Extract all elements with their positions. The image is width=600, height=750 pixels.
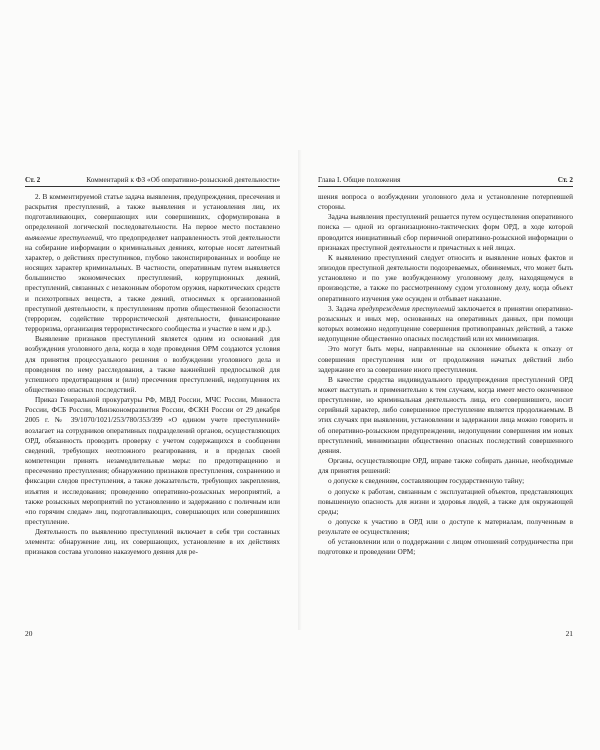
emphasized-term: предупреждения преступлений	[358, 304, 456, 313]
left-page	[25, 176, 281, 638]
left-running-title: Комментарий к ФЗ «Об оперативно-розыскной деятельности»	[86, 176, 280, 184]
right-running-title: Глава I. Общие положения	[318, 176, 401, 184]
text-run: 3. Задача	[328, 304, 359, 313]
paragraph	[25, 527, 280, 557]
paragraph	[25, 334, 280, 395]
book-gutter	[298, 150, 302, 630]
paragraph	[318, 304, 573, 345]
right-running-head	[318, 176, 573, 187]
text-run: о допуске к работам, связанным с эксплуатацией объектов, представляющих повышенную опасность для жизни и здоровья людей, а также для окружающей среды;	[318, 487, 573, 516]
text-run: о допуске к участию в ОРД или о доступе к материалам, полученным в результате ее осуществления;	[318, 518, 573, 537]
paragraph	[318, 344, 573, 374]
text-run: , что предопределяет направленность этой деятельности на собирание информации о криминальных деяниях, которые носят латентный характер, о действиях преступников, глубоко законспирированных и вообще не носящих характер криминальных. В частности, оперативным путем выявляется большинство экономических преступлений, коррупционных деяний, преступлений, связанных с незаконным оборотом оружия, наркотических средств и психотропных веществ, а также деяний, относимых к организованной преступной деятельности, к преступлениям против общественной безопасности (терроризм, содействие террористической деятельности, финансирование терроризма, организация террористического сообщества и участие в нем и др.).	[25, 233, 281, 334]
right-section-label: Ст. 2	[557, 176, 573, 184]
paragraph	[318, 192, 573, 212]
left-page-body	[25, 192, 280, 558]
text-run: Задача выявления преступлений решается путем осуществления оперативного поиска — одной из организационно-тактических форм ОРД, в ходе которой проводится инициативный сбор первичной оперативно-розыскной информации о признаках преступной деятельности и причастных к ней лицах.	[318, 213, 573, 252]
text-run: Деятельность по выявлению преступлений включает в себя три составных элемента: обнаружение лиц, их совершающих, установление в их действиях признаков состава уголовно наказуемого деяния для ре-	[25, 528, 280, 557]
paragraph	[318, 253, 573, 304]
paragraph	[318, 476, 573, 486]
right-page-number: 21	[565, 629, 573, 638]
emphasized-term: выявление преступлений	[25, 233, 103, 242]
text-run: Приказ Генеральной прокуратуры РФ, МВД России, МЧС России, Минюста России, ФСБ России, Минэкономразвития России, ФСКН России от 29 декабря 2005 г. № 39/1070/1021/253/780/353/399 «О едином учете преступлений» возлагает на сотрудников оперативных подразделений органов, осуществляющих ОРД, обязанность проводить проверку с учетом содержащихся в сообщении сведений, требующих неотложного реагирования, и в пределах своей компетенции принять незамедлительные меры: по предотвращению и пресечению преступления; обнаружению признаков преступления, сохранению и фиксации следов преступления, а также доказательств, требующих закрепления, изъятия и исследования; проведению оперативно-розыскных мероприятий, а также розыскных мероприятий по установлению и задержанию с поличным или «по горячим следам» лиц, подготавливающих, совершающих или совершивших преступление.	[25, 396, 280, 526]
paragraph	[25, 192, 280, 334]
left-running-head	[25, 176, 280, 187]
text-run: В качестве средства индивидуального предупреждения преступлений ОРД может выступать и применительно к тем случаям, когда имеет место оконченное преступление, но криминальная деятельность лица, его совершившего, носит серийный характер, либо совершенное преступление является продолжаемым. В этих случаях при выявлении, установлении и задержании лица можно говорить и об оперативно-розыскном предупреждении, недопущении совершения им новых преступлений, минимизации общественно опасных последствий совершенного деяния.	[318, 375, 573, 455]
right-page-body	[318, 192, 573, 558]
text-run: Выявление признаков преступлений является одним из оснований для возбуждения уголовного дела, когда в ходе проведения ОРМ создаются условия для принятия процессуального решения о возбуждении уголовного дела и проведения по нему расследования, а также важнейшей предпосылкой для успешного предотвращения и (или) пресечения преступлений, недопущения их общественно опасных последствий.	[25, 335, 280, 394]
text-run: 2. В комментируемой статье задача выявления, предупреждения, пресечения и раскрытия преступлений, а также выявления и установления лиц, их подготавливающих, совершающих или совершивших, сформулирована в определенной логической последовательности. На первое место поставлено	[25, 193, 280, 232]
right-page	[318, 176, 573, 638]
text-run: об установлении или о поддержании с лицом отношений сотрудничества при подготовке и проведении ОРМ;	[318, 538, 573, 557]
left-section-label: Ст. 2	[25, 176, 41, 184]
text-run: шения вопроса о возбуждении уголовного дела и установление потерпевшей стороны.	[318, 193, 573, 212]
paragraph	[318, 375, 573, 456]
left-page-number: 20	[25, 629, 33, 638]
paragraph	[318, 537, 573, 557]
paragraph	[318, 517, 573, 537]
paragraph	[318, 487, 573, 517]
paragraph	[318, 212, 573, 253]
paragraph	[318, 456, 573, 476]
text-run: Это могут быть меры, направленные на склонение объекта к отказу от совершения преступления или от продолжения начатых действий либо задержание его за совершение иного преступления.	[318, 345, 573, 374]
paragraph	[25, 395, 280, 527]
text-run: К выявлению преступлений следует относить и выявление новых фактов и эпизодов преступной деятельности подозреваемых, обвиняемых, что может быть установлено и по уже возбужденному уголовному делу, находящемуся в производстве, а также по рассмотренному судом уголовному делу, когда объект оперативного изучения уже осужден и отбывает наказание.	[318, 253, 573, 303]
text-run: Органы, осуществляющие ОРД, вправе также собирать данные, необходимые для принятия решений:	[318, 457, 573, 476]
text-run: о допуске к сведениям, составляющим государственную тайну;	[328, 477, 525, 486]
text-run: заключается в принятии оперативно-розыскных и иных мер, основанных на оперативных данных, при помощи которых возможно недопущение совершения противоправных действий, а также недопущение общественно опасных последствий или их минимизация.	[318, 304, 573, 344]
